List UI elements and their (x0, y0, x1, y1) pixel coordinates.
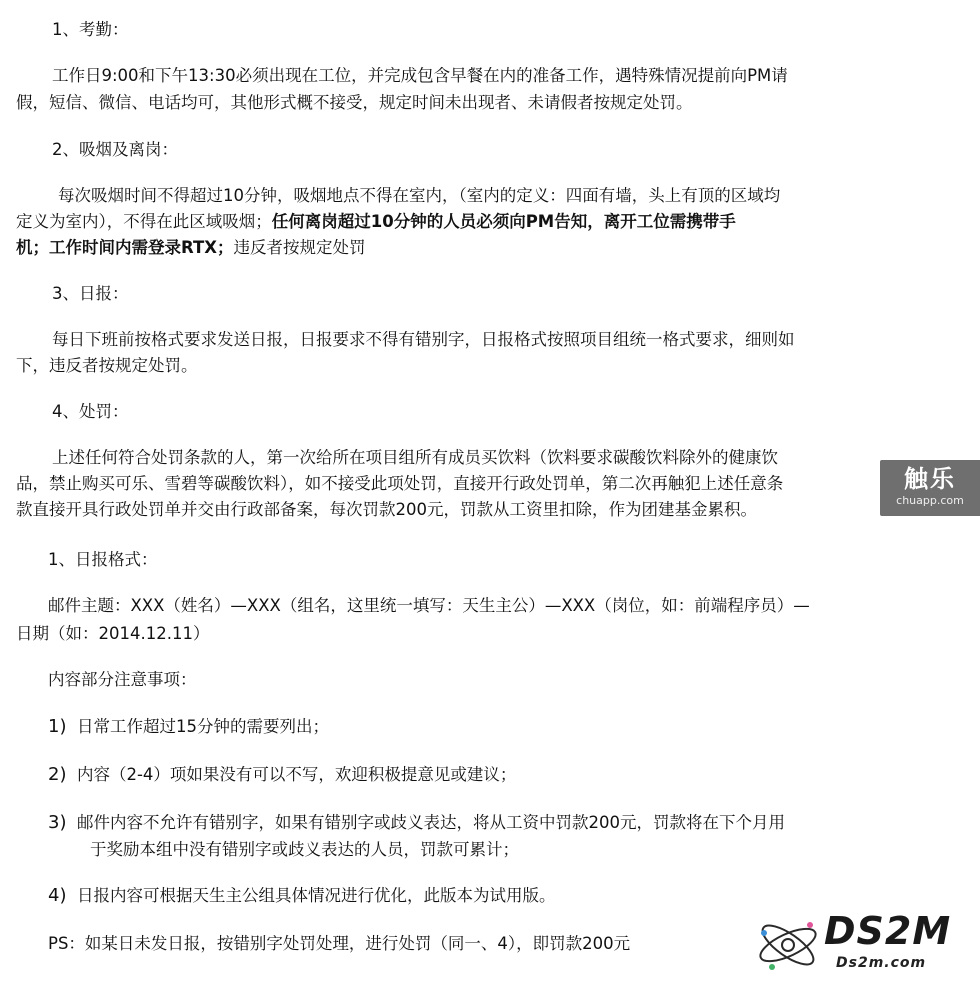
format-heading: 1、日报格式： (48, 550, 158, 569)
section-4-text-line-1: 上述任何符合处罚条款的人，第一次给所在项目组所有成员买饮料（饮料要求碳酸饮料除外的健康饮 (52, 448, 778, 467)
chuapp-domain-text: chuapp.com (896, 494, 964, 507)
chuapp-logo-text: 触乐 (904, 465, 956, 493)
section-2-bold-text-2: 机；工作时间内需登录RTX； (16, 238, 234, 257)
notes-heading: 内容部分注意事项： (48, 670, 197, 689)
ds2m-watermark (752, 905, 972, 980)
ds2m-domain-text: Ds2m.com (836, 955, 927, 971)
list-item (48, 717, 329, 737)
section-2-heading: 2、吸烟及离岗： (52, 140, 178, 159)
section-4-heading: 4、处罚： (52, 402, 129, 421)
list-item-number: 1) (48, 716, 67, 737)
list-item-number: 4) (48, 885, 67, 906)
list-item-number: 2) (48, 764, 67, 785)
ps-note: PS：如某日未发日报，按错别字处罚处理，进行处罚（同一、4），即罚款200元 (48, 934, 631, 953)
list-item-number: 3) (48, 812, 67, 833)
section-1-heading: 1、考勤： (52, 20, 129, 39)
list-item-text: 日报内容可根据天生主公组具体情况进行优化，此版本为试用版。 (76, 886, 556, 905)
list-item-text: 内容（2-4）项如果没有可以不写，欢迎积极提意见或建议； (76, 765, 517, 784)
list-item (48, 813, 785, 833)
section-1-text-line-1: 工作日9:00和下午13:30必须出现在工位，并完成包含早餐在内的准备工作，遇特殊情况提前向PM请 (52, 66, 788, 85)
format-text-line-1: 邮件主题：XXX（姓名）—XXX（组名，这里统一填写：天生主公）—XXX（岗位，如：前端程序员）— (48, 596, 810, 615)
section-2-normal-text: 定义为室内），不得在此区域吸烟； (16, 212, 272, 231)
list-item-text: 日常工作超过15分钟的需要列出； (76, 717, 329, 736)
list-item (48, 886, 555, 906)
list-item (48, 765, 516, 785)
section-2-text-line-3 (16, 238, 365, 258)
section-3-heading: 3、日报： (52, 284, 129, 303)
list-item-text: 邮件内容不允许有错别字，如果有错别字或歧义表达，将从工资中罚款200元，罚款将在下个月用 (76, 813, 785, 832)
section-4-text-line-2: 品，禁止购买可乐、雪碧等碳酸饮料），如不接受此项处罚，直接开行政处罚单，第二次再触犯上述任意条 (16, 474, 784, 493)
section-2-text-line-1: 每次吸烟时间不得超过10分钟，吸烟地点不得在室内，（室内的定义：四面有墙，头上有顶的区域均 (58, 186, 781, 205)
section-2-text-line-2 (16, 212, 736, 232)
section-2-normal-text-2: 违反者按规定处罚 (233, 238, 366, 257)
section-4-text-line-3: 款直接开具行政处罚单并交由行政部备案，每次罚款200元，罚款从工资里扣除，作为团建基金累积。 (16, 500, 757, 519)
section-3-text-line-2: 下，违反者按规定处罚。 (16, 356, 198, 375)
atom-logo-icon (752, 911, 824, 975)
section-1-text-line-2: 假，短信、微信、电话均可，其他形式概不接受，规定时间未出现者、未请假者按规定处罚。 (16, 93, 693, 112)
section-3-text-line-1: 每日下班前按格式要求发送日报，日报要求不得有错别字，日报格式按照项目组统一格式要求，细则如 (52, 330, 795, 349)
list-item-continuation: 于奖励本组中没有错别字或歧义表达的人员，罚款可累计； (90, 840, 519, 859)
section-2-bold-text: 任何离岗超过10分钟的人员必须向PM告知，离开工位需携带手 (271, 212, 736, 231)
ds2m-logo-text: DS2M (824, 909, 952, 953)
format-text-line-2: 日期（如：2014.12.11） (16, 624, 210, 643)
chuapp-watermark (880, 460, 980, 516)
